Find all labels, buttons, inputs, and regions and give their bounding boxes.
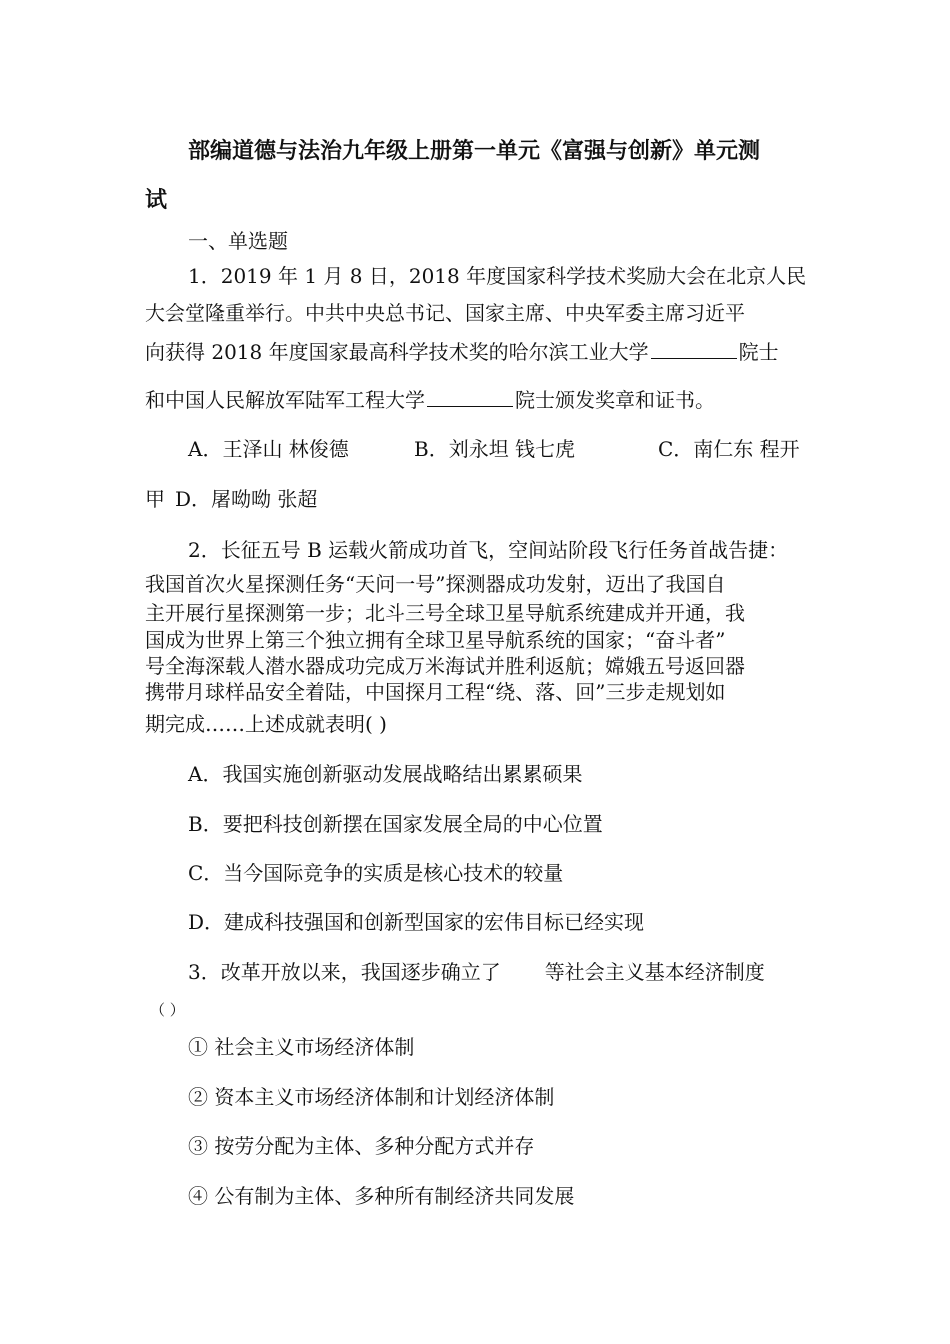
q3-item-4: ④ 公有制为主体、多种所有制经济共同发展 bbox=[188, 1184, 575, 1208]
q1-option-c: C．南仁东 程开 bbox=[658, 437, 800, 461]
q3-item-2: ② 资本主义市场经济体制和计划经济体制 bbox=[188, 1085, 555, 1109]
title-line-2: 试 bbox=[145, 187, 168, 213]
q3-answer-paren: （ ） bbox=[150, 1001, 185, 1019]
q1-line-4-suffix: 院士颁发奖章和证书。 bbox=[515, 388, 715, 412]
q1-line-1: 1．2019 年 1 月 8 日，2018 年度国家科学技术奖励大会在北京人民 bbox=[188, 264, 807, 288]
q2-option-a: A．我国实施创新驱动发展战略结出累累硕果 bbox=[188, 762, 583, 786]
q3-line-1-text: 3．改革开放以来，我国逐步确立了 bbox=[188, 960, 501, 984]
q1-option-c-cont: 甲 bbox=[145, 487, 165, 511]
q2-line-3: 主开展行星探测第一步；北斗三号全球卫星导航系统建成并开通，我 bbox=[145, 601, 745, 625]
answer-blank-2 bbox=[427, 386, 513, 407]
q1-option-a: A．王泽山 林俊德 bbox=[188, 437, 349, 461]
q3-line-1-suffix: 等社会主义基本经济制度 bbox=[544, 960, 765, 984]
q2-option-b: B．要把科技创新摆在国家发展全局的中心位置 bbox=[188, 812, 603, 836]
q2-line-1: 2．长征五号 B 运载火箭成功首飞，空间站阶段飞行任务首战告捷： bbox=[188, 538, 789, 562]
q1-line-2: 大会堂隆重举行。中共中央总书记、国家主席、中央军委主席习近平 bbox=[145, 301, 745, 325]
q1-line-4 bbox=[145, 386, 715, 414]
title-line-1: 部编道德与法治九年级上册第一单元《富强与创新》单元测 bbox=[188, 138, 761, 164]
q2-line-6: 携带月球样品安全着陆，中国探月工程“绕、落、回”三步走规划如 bbox=[145, 680, 726, 704]
q2-line-7: 期完成……上述成就表明( ) bbox=[145, 712, 387, 736]
q1-line-4-text: 和中国人民解放军陆军工程大学 bbox=[145, 388, 425, 412]
q3-line-1 bbox=[188, 958, 765, 986]
q3-item-1: ① 社会主义市场经济体制 bbox=[188, 1035, 415, 1059]
q1-line-3-suffix: 院士 bbox=[738, 340, 779, 364]
q3-item-3: ③ 按劳分配为主体、多种分配方式并存 bbox=[188, 1134, 535, 1158]
q1-line-3-text: 向获得 2018 年度国家最高科学技术奖的哈尔滨工业大学 bbox=[145, 340, 649, 364]
q1-line-3 bbox=[145, 338, 779, 366]
q2-option-c: C．当今国际竞争的实质是核心技术的较量 bbox=[188, 861, 564, 885]
q2-option-d: D．建成科技强国和创新型国家的宏伟目标已经实现 bbox=[188, 910, 645, 934]
section-heading: 一、单选题 bbox=[188, 229, 288, 253]
q2-line-5: 号全海深载人潜水器成功完成万米海试并胜利返航；嫦娥五号返回器 bbox=[145, 654, 745, 678]
q1-option-b: B．刘永坦 钱七虎 bbox=[414, 437, 576, 461]
q1-option-d: D．屠呦呦 张超 bbox=[175, 487, 318, 511]
q2-line-2: 我国首次火星探测任务“天问一号”探测器成功发射，迈出了我国自 bbox=[145, 572, 726, 596]
q2-line-4: 国成为世界上第三个独立拥有全球卫星导航系统的国家；“奋斗者” bbox=[145, 628, 726, 652]
answer-blank-1 bbox=[651, 338, 737, 359]
